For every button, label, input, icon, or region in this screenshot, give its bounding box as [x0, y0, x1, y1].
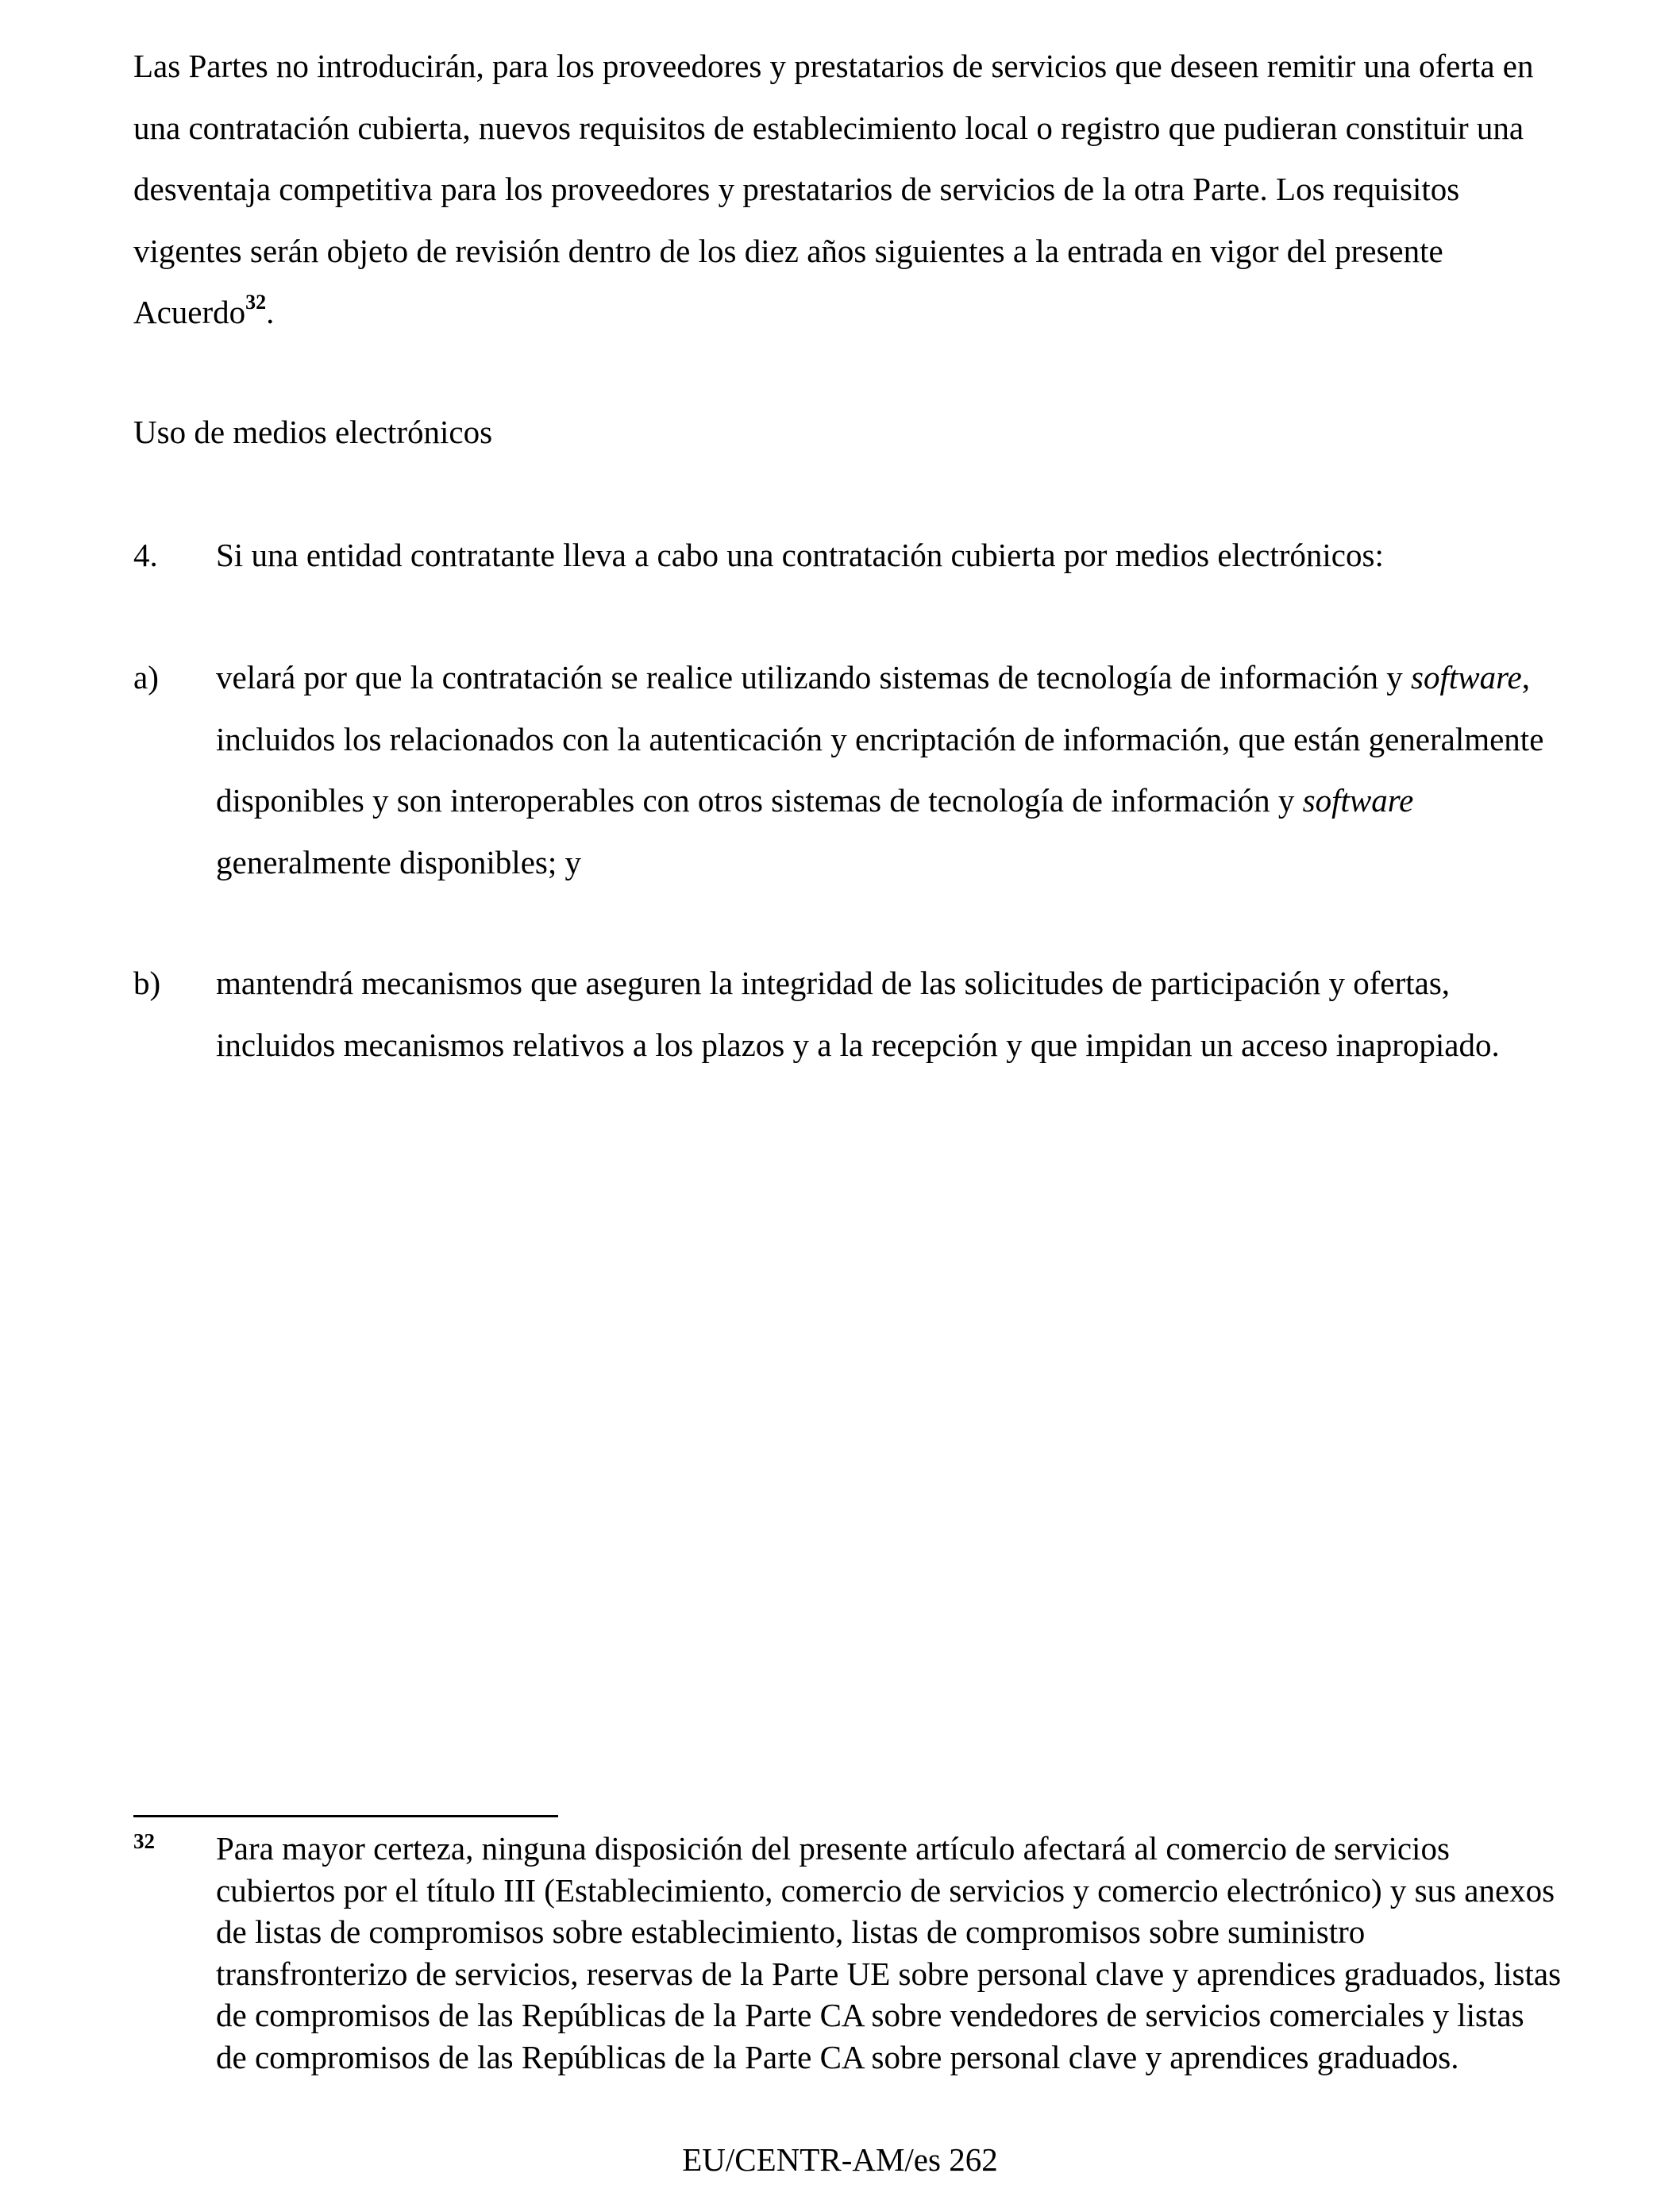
footnote-reference[interactable]: 32	[245, 290, 267, 314]
italic-term: software	[1302, 782, 1414, 819]
intro-paragraph-end: .	[266, 294, 275, 330]
footnote-text: Para mayor certeza, ninguna disposición del presente artículo afectará al comercio de servicios cubiertos por el título III (Establecimiento, comercio de servicios y comercio electrónico) y sus anexos de listas de compromisos sobre establecimiento, listas de compromisos sobre suministro transfronterizo de servicios, reservas de la Parte UE sobre personal clave y aprendices graduados, listas de compromisos de las Repúblicas de la Parte CA sobre vendedores de servicios comerciales y listas de compromisos de las Repúblicas de la Parte CA sobre personal clave y aprendices graduados.	[216, 1830, 1562, 2075]
italic-term: software	[1411, 659, 1522, 695]
clause-number: 4.	[133, 537, 158, 573]
footnote-separator	[133, 1815, 558, 1817]
intro-paragraph	[133, 36, 1562, 344]
list-item-text-part: velará por que la contratación se realice utilizando sistemas de tecnología de información y	[216, 659, 1412, 695]
clause-4	[133, 525, 1562, 587]
list-item-text: mantendrá mecanismos que aseguren la integridad de las solicitudes de participación y ofertas, incluidos mecanismos relativos a los plazos y a la recepción y que impidan un acceso inapropiado.	[216, 965, 1500, 1063]
page-footer: EU/CENTR-AM/es 262	[682, 2141, 998, 2178]
footnote	[133, 1828, 1562, 2078]
section-heading: Uso de medios electrónicos	[133, 414, 493, 450]
intro-paragraph-text: Las Partes no introducirán, para los proveedores y prestatarios de servicios que deseen remitir una oferta en una contratación cubierta, nuevos requisitos de establecimiento local o registro que pudieran constituir una desventaja competitiva para los proveedores y prestatarios de servicios de la otra Parte. Los requisitos vigentes serán objeto de revisión dentro de los diez años siguientes a la entrada en vigor del presente Acuerdo	[133, 48, 1534, 330]
list-item-label: b)	[133, 965, 161, 1001]
list-item-text-part: generalmente disponibles; y	[216, 843, 581, 880]
list-item-text-part: , incluidos los relacionados con la autenticación y encriptación de información, que están generalmente disponibles y son interoperables con otros sistemas de tecnología de información y	[216, 659, 1544, 819]
list-item-a	[133, 647, 1562, 893]
list-item-label: a)	[133, 659, 159, 695]
list-item-text	[216, 647, 1562, 893]
clause-text: Si una entidad contratante lleva a cabo una contratación cubierta por medios electrónicos:	[216, 537, 1384, 573]
footnote-number: 32	[133, 1829, 155, 1853]
list-item-b	[133, 953, 1562, 1076]
